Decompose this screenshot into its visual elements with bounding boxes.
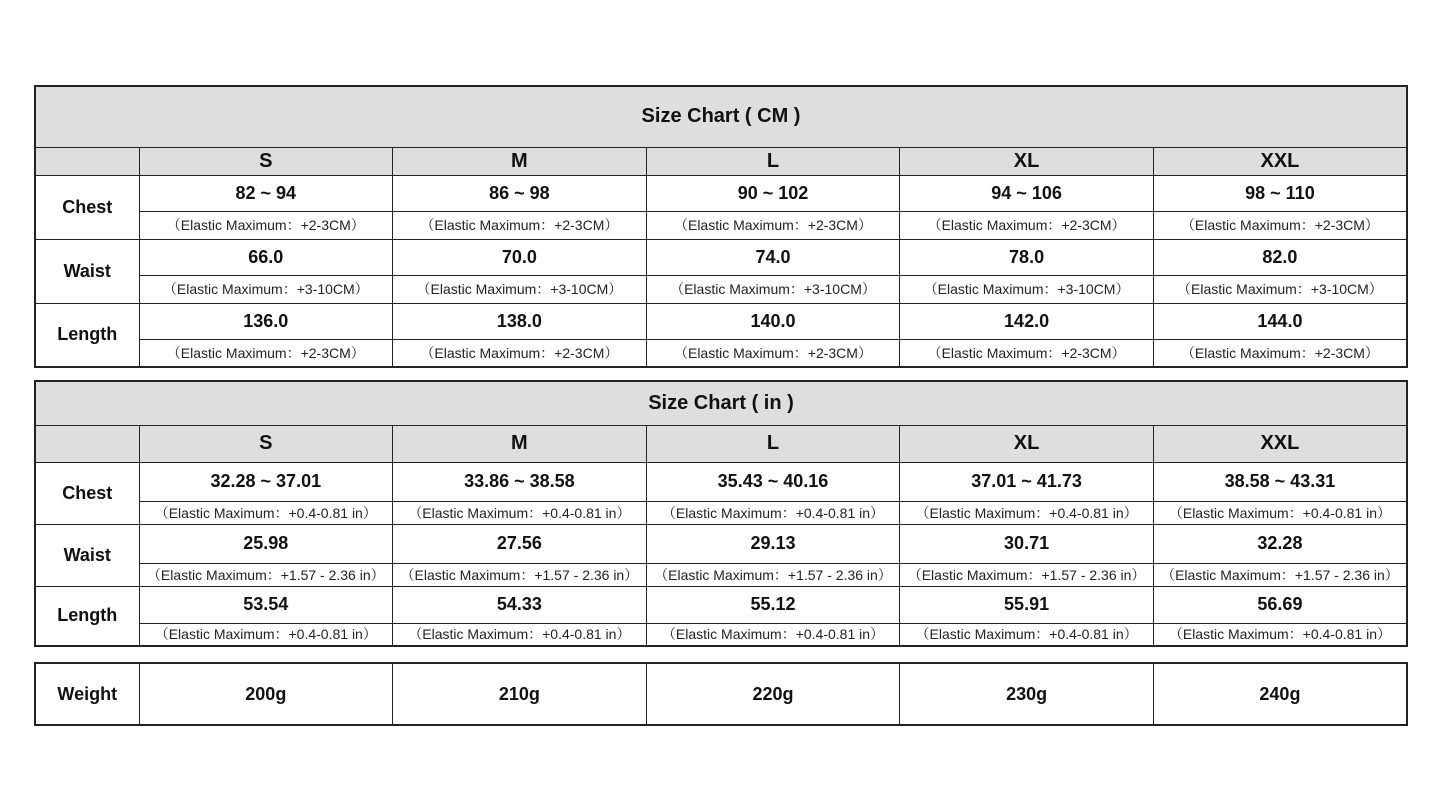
in-chest-note-xxl: （Elastic Maximum：+0.4-0.81 in）	[1153, 501, 1407, 524]
in-waist-note-l: （Elastic Maximum：+1.57 - 2.36 in）	[646, 563, 900, 586]
in-row-label-length: Length	[35, 586, 139, 646]
in-waist-value-s: 25.98	[139, 524, 393, 563]
cm-chest-value-xl: 94 ~ 106	[900, 175, 1154, 211]
cm-header-corner	[35, 147, 139, 175]
cm-waist-value-m: 70.0	[393, 239, 647, 275]
cm-length-note-m: （Elastic Maximum：+2-3CM）	[393, 339, 647, 367]
cm-chart-title: Size Chart ( CM )	[35, 86, 1407, 147]
cm-size-header-s: S	[139, 147, 393, 175]
cm-waist-note-m: （Elastic Maximum：+3-10CM）	[393, 275, 647, 303]
cm-size-header-m: M	[393, 147, 647, 175]
in-chest-value-l: 35.43 ~ 40.16	[646, 462, 900, 501]
cm-chest-note-s: （Elastic Maximum：+2-3CM）	[139, 211, 393, 239]
in-chest-note-xl: （Elastic Maximum：+0.4-0.81 in）	[900, 501, 1154, 524]
cm-chest-note-m: （Elastic Maximum：+2-3CM）	[393, 211, 647, 239]
in-size-header-m: M	[393, 425, 647, 462]
cm-chest-value-l: 90 ~ 102	[646, 175, 900, 211]
cm-size-header-l: L	[646, 147, 900, 175]
cm-waist-value-xl: 78.0	[900, 239, 1154, 275]
size-chart-in-table	[34, 380, 1408, 647]
cm-size-header-xxl: XXL	[1153, 147, 1407, 175]
cm-length-note-xl: （Elastic Maximum：+2-3CM）	[900, 339, 1154, 367]
in-chest-note-s: （Elastic Maximum：+0.4-0.81 in）	[139, 501, 393, 524]
in-chart-title: Size Chart ( in )	[35, 381, 1407, 425]
in-waist-value-l: 29.13	[646, 524, 900, 563]
cm-length-value-m: 138.0	[393, 303, 647, 339]
in-waist-value-xl: 30.71	[900, 524, 1154, 563]
weight-value-s: 200g	[139, 663, 393, 725]
in-length-value-m: 54.33	[393, 586, 647, 623]
in-waist-note-s: （Elastic Maximum：+1.57 - 2.36 in）	[139, 563, 393, 586]
cm-length-value-xl: 142.0	[900, 303, 1154, 339]
weight-value-xxl: 240g	[1153, 663, 1407, 725]
cm-chest-value-s: 82 ~ 94	[139, 175, 393, 211]
cm-chest-note-l: （Elastic Maximum：+2-3CM）	[646, 211, 900, 239]
size-chart-cm-table	[34, 85, 1408, 368]
in-size-header-l: L	[646, 425, 900, 462]
cm-length-value-s: 136.0	[139, 303, 393, 339]
in-length-note-s: （Elastic Maximum：+0.4-0.81 in）	[139, 623, 393, 646]
in-waist-note-m: （Elastic Maximum：+1.57 - 2.36 in）	[393, 563, 647, 586]
in-chest-value-xxl: 38.58 ~ 43.31	[1153, 462, 1407, 501]
cm-waist-value-s: 66.0	[139, 239, 393, 275]
cm-waist-value-xxl: 82.0	[1153, 239, 1407, 275]
in-chest-value-m: 33.86 ~ 38.58	[393, 462, 647, 501]
cm-length-note-xxl: （Elastic Maximum：+2-3CM）	[1153, 339, 1407, 367]
cm-chest-value-m: 86 ~ 98	[393, 175, 647, 211]
cm-chest-note-xl: （Elastic Maximum：+2-3CM）	[900, 211, 1154, 239]
cm-row-label-chest: Chest	[35, 175, 139, 239]
cm-length-value-l: 140.0	[646, 303, 900, 339]
cm-row-label-length: Length	[35, 303, 139, 367]
cm-chest-note-xxl: （Elastic Maximum：+2-3CM）	[1153, 211, 1407, 239]
in-row-label-chest: Chest	[35, 462, 139, 524]
cm-waist-note-s: （Elastic Maximum：+3-10CM）	[139, 275, 393, 303]
in-waist-value-m: 27.56	[393, 524, 647, 563]
cm-length-value-xxl: 144.0	[1153, 303, 1407, 339]
in-length-value-s: 53.54	[139, 586, 393, 623]
weight-row-label: Weight	[35, 663, 139, 725]
cm-length-note-s: （Elastic Maximum：+2-3CM）	[139, 339, 393, 367]
cm-size-header-xl: XL	[900, 147, 1154, 175]
cm-row-label-waist: Waist	[35, 239, 139, 303]
weight-value-l: 220g	[646, 663, 900, 725]
in-chest-value-xl: 37.01 ~ 41.73	[900, 462, 1154, 501]
in-length-note-m: （Elastic Maximum：+0.4-0.81 in）	[393, 623, 647, 646]
in-length-note-l: （Elastic Maximum：+0.4-0.81 in）	[646, 623, 900, 646]
in-waist-note-xxl: （Elastic Maximum：+1.57 - 2.36 in）	[1153, 563, 1407, 586]
in-chest-note-m: （Elastic Maximum：+0.4-0.81 in）	[393, 501, 647, 524]
cm-length-note-l: （Elastic Maximum：+2-3CM）	[646, 339, 900, 367]
cm-waist-value-l: 74.0	[646, 239, 900, 275]
in-size-header-s: S	[139, 425, 393, 462]
cm-waist-note-l: （Elastic Maximum：+3-10CM）	[646, 275, 900, 303]
cm-waist-note-xxl: （Elastic Maximum：+3-10CM）	[1153, 275, 1407, 303]
cm-chest-value-xxl: 98 ~ 110	[1153, 175, 1407, 211]
in-waist-value-xxl: 32.28	[1153, 524, 1407, 563]
in-size-header-xxl: XXL	[1153, 425, 1407, 462]
in-length-note-xl: （Elastic Maximum：+0.4-0.81 in）	[900, 623, 1154, 646]
in-row-label-waist: Waist	[35, 524, 139, 586]
in-length-value-xxl: 56.69	[1153, 586, 1407, 623]
cm-waist-note-xl: （Elastic Maximum：+3-10CM）	[900, 275, 1154, 303]
weight-table	[34, 662, 1408, 726]
in-waist-note-xl: （Elastic Maximum：+1.57 - 2.36 in）	[900, 563, 1154, 586]
in-size-header-xl: XL	[900, 425, 1154, 462]
in-length-value-l: 55.12	[646, 586, 900, 623]
in-chest-value-s: 32.28 ~ 37.01	[139, 462, 393, 501]
in-chest-note-l: （Elastic Maximum：+0.4-0.81 in）	[646, 501, 900, 524]
weight-value-xl: 230g	[900, 663, 1154, 725]
in-header-corner	[35, 425, 139, 462]
in-length-value-xl: 55.91	[900, 586, 1154, 623]
in-length-note-xxl: （Elastic Maximum：+0.4-0.81 in）	[1153, 623, 1407, 646]
weight-value-m: 210g	[393, 663, 647, 725]
